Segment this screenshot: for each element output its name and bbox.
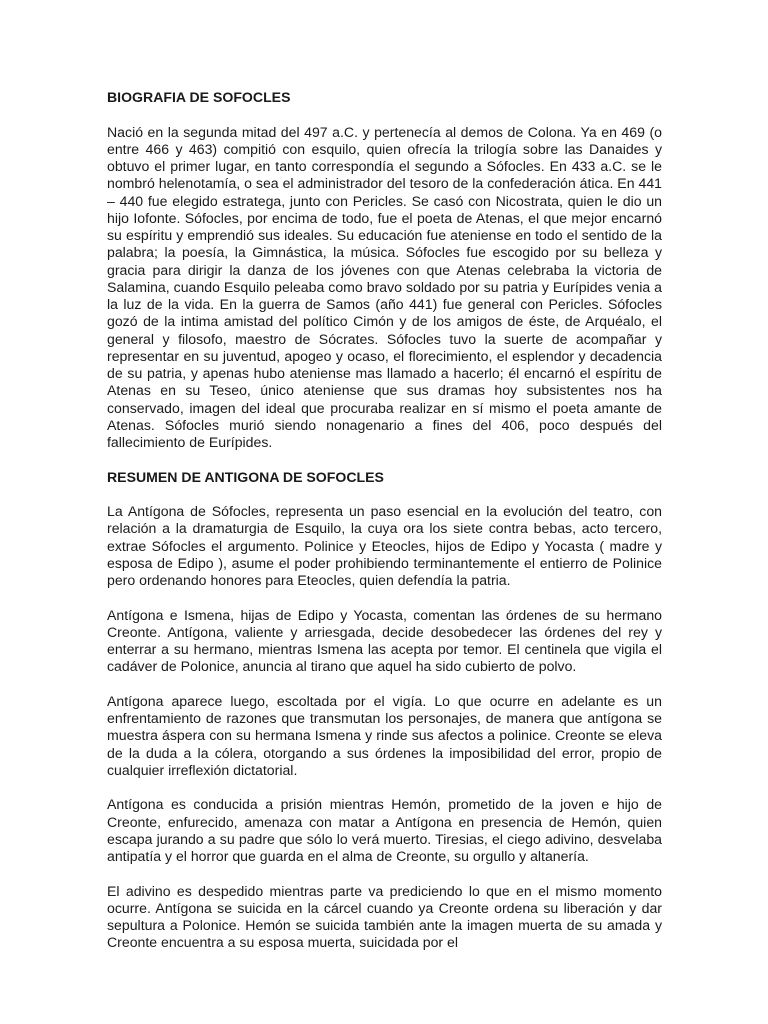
paragraph-resumen-3: Antígona aparece luego, escoltada por el vigía. Lo que ocurre en adelante es un enfrentamiento de razones que transmutan los personajes, de manera que antígona se muestra áspera con su hermana Ismena y rinde sus afectos a polinice. Creonte se eleva de la duda a la cólera, otorgando a sus órdenes la imposibilidad del error, propio de cualquier irreflexión dictatorial. (107, 692, 662, 778)
paragraph-resumen-4: Antígona es conducida a prisión mientras Hemón, prometido de la joven e hijo de Creonte, enfurecido, amenaza con matar a Antígona en presencia de Hemón, quien escapa jurando a su padre que sólo lo verá muerto. Tiresias, el ciego adivino, desvelaba antipatía y el horror que guarda en el alma de Creonte, su orgullo y altanería. (107, 796, 662, 864)
paragraph-biografia: Nació en la segunda mitad del 497 a.C. y pertenecía al demos de Colona. Ya en 469 (o entre 466 y 463) compitió con esquilo, quien ofrecía la trilogía sobre las Danaides y obtuvo el primer lugar, en tanto correspondía el segundo a Sófocles. En 433 a.C. se le nombró helenotamía, o sea el administrador del tesoro de la confederación ática. En 441 – 440 fue elegido estratega, junto con Pericles. Se casó con Nicostrata, quien le dio un hijo Iofonte. Sófocles, por encima de todo, fue el poeta de Atenas, el que mejor encarnó su espíritu y emprendió sus ideales. Su educación fue ateniense en todo el sentido de la palabra; la poesía, la Gimnástica, la música. Sófocles fue escogido por su belleza y gracia para dirigir la danza de los jóvenes con que Atenas celebraba la victoria de Salamina, cuando Esquilo peleaba como bravo soldado por su patria y Eurípides venia a la luz de la vida. En la guerra de Samos (año 441) fue general con Pericles. Sófocles gozó de la intima amistad del político Cimón y de los amigos de éste, de Arquéalo, el general y filosofo, maestro de Sócrates. Sófocles tuvo la suerte de acompañar y representar en su juventud, apogeo y ocaso, el florecimiento, el esplendor y decadencia de su patria, y apenas hubo ateniense mas llamado a hacerlo; él encarnó el espíritu de Atenas en su Teseo, único ateniense que sus dramas hoy subsistentes nos ha conservado, imagen del ideal que procuraba realizar en sí mismo el poeta amante de Atenas. Sófocles murió siendo nonagenario a fines del 406, poco después del fallecimiento de Eurípides. (107, 123, 662, 450)
paragraph-resumen-2: Antígona e Ismena, hijas de Edipo y Yocasta, comentan las órdenes de su hermano Creonte. Antígona, valiente y arriesgada, decide desobedecer las órdenes del rey y enterrar a su hermano, mientras Ismena las acepta por temor. El centinela que vigila el cadáver de Polonice, anuncia al tirano que aquel ha sido cubierto de polvo. (107, 606, 662, 675)
spacer (107, 865, 662, 882)
paragraph-resumen-1: La Antígona de Sófocles, representa un paso esencial en la evolución del teatro, con relación a la dramaturgia de Esquilo, la cuya ora los siete contra bebas, acto tercero, extrae Sófocles el argumento. Polinice y Eteocles, hijos de Edipo y Yocasta ( madre y esposa de Edipo ), asume el poder prohibiendo terminantemente el entierro de Polinice pero ordenando honores para Eteocles, quien defendía la patria. (107, 503, 662, 588)
spacer (107, 451, 662, 468)
spacer (107, 486, 662, 503)
spacer (107, 106, 662, 123)
spacer (107, 779, 662, 796)
section-title-resumen: RESUMEN DE ANTIGONA DE SOFOCLES (107, 468, 384, 485)
document-page (107, 89, 662, 952)
spacer (107, 589, 662, 606)
section-title-biografia: BIOGRAFIA DE SOFOCLES (107, 89, 291, 105)
spacer (107, 676, 662, 693)
paragraph-resumen-5: El adivino es despedido mientras parte va prediciendo lo que en el mismo momento ocurre. Antígona se suicida en la cárcel cuando ya Creonte ordena su liberación y dar sepultura a Polonice. Hemón se suicida también ante la imagen muerta de su amada y Creonte encuentra a su esposa muerta, suicidada por el (107, 882, 662, 951)
